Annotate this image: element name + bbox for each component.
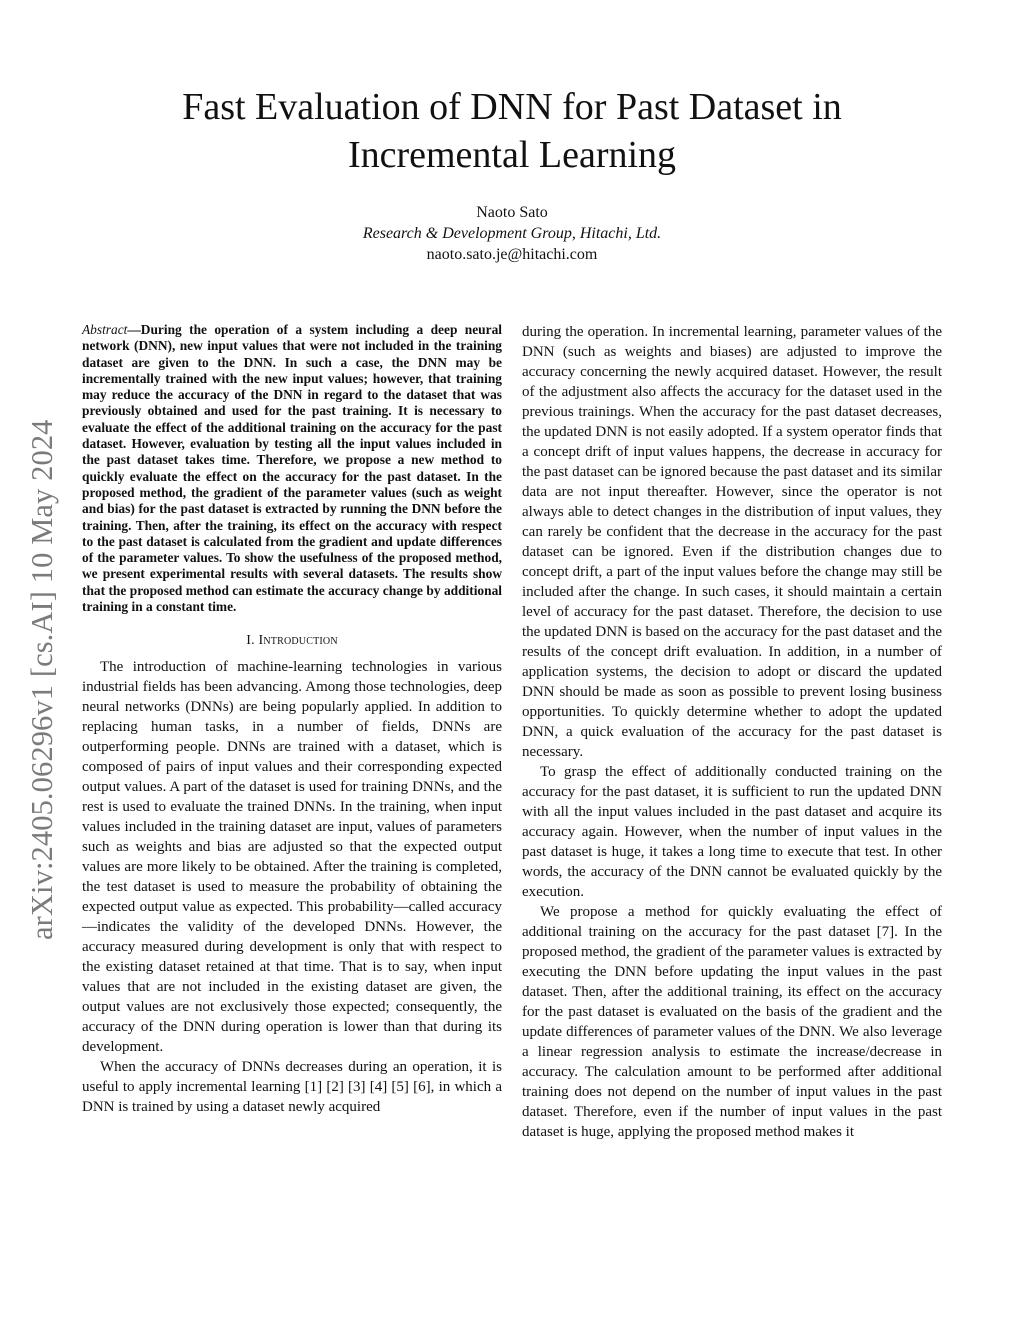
arxiv-identifier: arXiv:2405.06296v1 [cs.AI] 10 May 2024 [25, 419, 59, 940]
section-title: Introduction [258, 633, 338, 649]
author-email: naoto.sato.je@hitachi.com [426, 246, 598, 263]
author-affiliation: Research & Development Group, Hitachi, Ltd. [362, 225, 662, 242]
right-column [522, 322, 942, 1142]
paper-title: Fast Evaluation of DNN for Past Dataset in Incremental Learning [182, 86, 842, 176]
author-name: Naoto Sato [476, 204, 548, 221]
intro-paragraph-3: during the operation. In incremental learning, parameter values of the DNN (such as weights and biases) are adjusted to improve the accuracy concerning the newly acquired dataset. However, the result of the adjustment also affects the accuracy for the dataset used in the previous trainings. When the accuracy for the past dataset decreases, the updated DNN is not easily adopted. If a system operator finds that a concept drift of input values happens, the decrease in accuracy for the past dataset can be ignored because the past dataset and its similar data are not input thereafter. However, since the operator is not always able to detect changes in the distribution of input values, they can rarely be confident that the decrease in the accuracy for the past dataset can be ignored. Even if the distribution changes due to concept drift, a part of the input values before the change may still be included after the change. In such cases, it should maintain a certain level of accuracy for the past dataset. Therefore, the decision to use the updated DNN is based on the accuracy for the past dataset and the results of the concept drift evaluation. In addition, in a number of application systems, the decision to adopt or discard the updated DNN should be made as soon as possible to prevent losing business opportunities. To quickly determine whether to adopt the updated DNN, a quick evaluation of the accuracy for the past dataset is necessary. [522, 324, 942, 760]
left-column [82, 322, 502, 1117]
author-block [100, 202, 924, 265]
abstract-text: —During the operation of a system including a deep neural network (DNN), new input values that were not included in the training dataset are given to the DNN. In such a case, the DNN may be incrementally trained with the new input values; however, that training may reduce the accuracy of the DNN in regard to the dataset that was previously obtained and used for the past training. It is necessary to evaluate the effect of the additional training on the accuracy for the past dataset. However, evaluation by testing all the input values included in the past dataset takes time. Therefore, we propose a new method to quickly evaluate the effect on the accuracy for the past dataset. In the proposed method, the gradient of the parameter values (such as weight and bias) for the past dataset is extracted by running the DNN before the training. Then, after the training, its effect on the accuracy with respect to the past dataset is calculated from the gradient and update differences of the parameter values. To show the usefulness of the proposed method, we present experimental results with several datasets. The results show that the proposed method can estimate the accuracy change by additional training in a constant time. [82, 322, 502, 615]
section-heading-introduction [82, 633, 502, 649]
intro-paragraph-1: The introduction of machine-learning technologies in various industrial fields has been advancing. Among those technologies, deep neural networks (DNNs) are being popularly applied. In addition to replacing human tasks, in a number of fields, DNNs are outperforming people. DNNs are trained with a dataset, which is composed of pairs of input values and their corresponding expected output values. A part of the dataset is used for training DNNs, and the rest is used to evaluate the trained DNNs. In the training, when input values included in the training dataset are input, values of parameters such as weights and bias are adjusted so that the expected output values are more likely to be obtained. After the training is completed, the test dataset is used to measure the probability of obtaining the expected output value as expected. This probability—called accuracy—indicates the validity of the developed DNNs. However, the accuracy measured during development is only that with respect to the existing dataset retained at that time. That is to say, when input values that are not included in the existing dataset are given, the output values are not exclusively those expected; consequently, the accuracy of the DNN during operation is lower than that during its development. [82, 659, 502, 1056]
section-number: I. [246, 633, 259, 649]
intro-paragraph-5: We propose a method for quickly evaluating the effect of additional training on the accuracy for the past dataset [7]. In the proposed method, the gradient of the parameter values is extracted by executing the DNN before updating the input values in the past dataset. Then, after the additional training, its effect on the accuracy for the past dataset is evaluated on the basis of the gradient and the update differences of parameter values of the DNN. We also leverage a linear regression analysis to estimate the increase/decrease in accuracy. The calculation amount to be performed after additional training does not depend on the number of input values in the past dataset. Therefore, even if the number of input values in the past dataset is huge, applying the proposed method makes it [522, 904, 942, 1140]
abstract [82, 322, 502, 615]
intro-paragraph-4: To grasp the effect of additionally conducted training on the accuracy for the past dataset, it is sufficient to run the updated DNN with all the input values included in the past dataset and acquire its accuracy again. However, when the number of input values in the past dataset is huge, it takes a long time to execute that test. In other words, the accuracy of the DNN cannot be evaluated quickly by the execution. [522, 764, 942, 900]
abstract-label: Abstract [82, 322, 128, 337]
intro-paragraph-2: When the accuracy of DNNs decreases during an operation, it is useful to apply incremental learning [1] [2] [3] [4] [5] [6], in which a DNN is trained by using a dataset newly acquired [82, 1059, 502, 1116]
